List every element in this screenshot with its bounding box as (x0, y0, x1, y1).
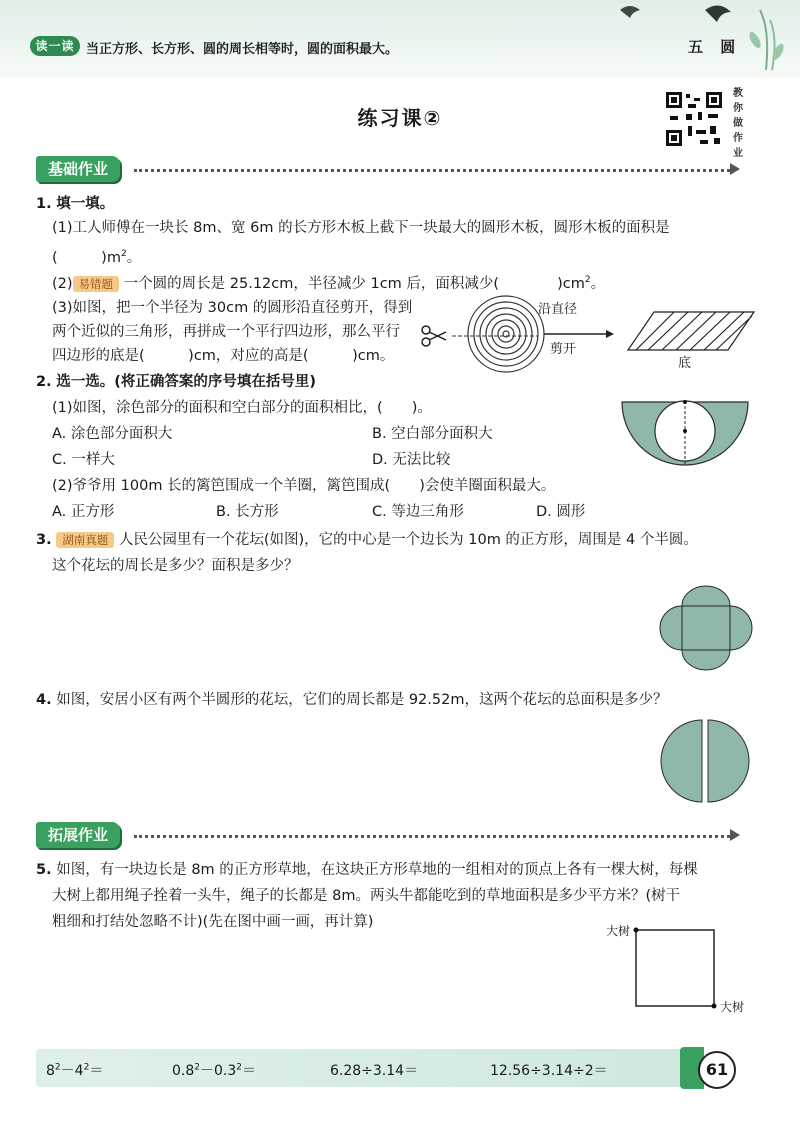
parallelogram-icon (628, 312, 754, 350)
section-basic-homework: 基础作业 (36, 156, 120, 182)
qr-label: 教你做作业 (733, 88, 743, 159)
fig-label-base: 底 (678, 356, 692, 371)
fig-label-cut-line2: 剪开 (550, 342, 577, 357)
error-prone-tag: 易错题 (73, 276, 120, 292)
q2-part1: (1)如图，涂色部分的面积和空白部分的面积相比，( )。 (52, 400, 432, 416)
q1-part1-line1: (1)工人师傅在一块长 8m、宽 6m 的长方形木板上截下一块最大的圆形木板，圆形木板的面积是 (52, 220, 670, 236)
q2-part2-option-a: A. 正方形 (52, 504, 115, 520)
calc-1: $8^2-4^2=$ (46, 1062, 104, 1079)
flower-bed-figure (656, 584, 756, 672)
q2-part2: (2)爷爷用 100m 长的篱笆围成一个羊圈，篱笆围成( )会使羊圈面积最大。 (52, 478, 556, 494)
arrow-right-icon (730, 829, 740, 841)
q2-option-a: A. 涂色部分面积大 (52, 426, 173, 442)
q5-line3: 粗细和打结处忽略不计)(先在图中画一画，再计算) (52, 914, 374, 930)
circle-to-parallelogram-figure (418, 294, 762, 374)
q2-option-c: C. 一样大 (52, 452, 115, 468)
q4-line1: 4. 如图，安居小区有两个半圆形的花坛，它们的周长都是 92.52m，这两个花坛的总面积是多少？ (36, 692, 668, 708)
calc-4: 12.56÷3.14÷2＝ (490, 1063, 608, 1079)
square-field-figure (630, 926, 720, 1010)
scissors-icon (422, 326, 446, 346)
q2-heading: 2. 选一选。(将正确答案的序号填在括号里) (36, 374, 316, 390)
unit-label: 五 圆 (688, 38, 742, 56)
q3-line2: 这个花坛的周长是多少？面积是多少？ (52, 558, 299, 574)
section-divider (134, 835, 730, 838)
q5-line1: 5. 如图，有一块边长是 8m 的正方形草地，在这块正方形草地的一组相对的顶点上各有一棵大树，每棵 (36, 862, 698, 878)
page-title: 练习课② (357, 106, 443, 130)
q1-part1-line2: ( )$m^2$。 (52, 249, 142, 266)
section-extension-homework: 拓展作业 (36, 822, 120, 848)
q3-line1: 3. 湖南真题 人民公园里有一个花坛(如图)，它的中心是一个边长为 10m 的正方形，周围是 4 个半圆。 (36, 532, 698, 548)
q1-part3-line1: (3)如图，把一个半径为 30cm 的圆形沿直径剪开，得到 (52, 300, 413, 316)
fig-label-cut-line1: 沿直径 (538, 302, 578, 317)
q1-part3-line3: 四边形的底是( )cm，对应的高是( )cm。 (52, 348, 395, 364)
tree-label-top-left: 大树 (606, 924, 631, 938)
q1-part3-line2: 两个近似的三角形，再拼成一个平行四边形，那么平行 (52, 324, 400, 340)
q2-option-b: B. 空白部分面积大 (372, 426, 493, 442)
two-semicircles-figure (658, 718, 752, 804)
q1-heading: 1. 填一填。 (36, 196, 115, 212)
hunan-exam-tag: 湖南真题 (56, 532, 114, 548)
q2-part2-option-b: B. 长方形 (216, 504, 279, 520)
tip-badge: 读一读 (30, 36, 80, 56)
arrow-right-icon (730, 163, 740, 175)
q1-part2: (2) 易错题 一个圆的周长是 25.12cm，半径减少 1cm 后，面积减少( )$cm^2$。 (52, 275, 606, 292)
bird-decoration-icon (600, 0, 800, 80)
q2-option-d: D. 无法比较 (372, 452, 451, 468)
tree-label-bottom-right: 大树 (720, 1000, 745, 1014)
page-number: 61 (698, 1051, 736, 1089)
q2-part2-option-c: C. 等边三角形 (372, 504, 464, 520)
qr-code-icon[interactable] (664, 90, 724, 148)
calc-3: 6.28÷3.14＝ (330, 1063, 419, 1079)
calc-2: $0.8^2-0.3^2=$ (172, 1062, 256, 1079)
concentric-circle-icon (468, 296, 544, 372)
semicircle-shaded-figure (620, 398, 750, 470)
section-divider (134, 169, 730, 172)
q2-part2-option-d: D. 圆形 (536, 504, 586, 520)
tip-text: 当正方形、长方形、圆的周长相等时，圆的面积最大。 (86, 42, 399, 57)
q5-line2: 大树上都用绳子拴着一头牛，绳子的长都是 8m。两头牛都能吃到的草地面积是多少平方米？(树干 (52, 888, 681, 904)
